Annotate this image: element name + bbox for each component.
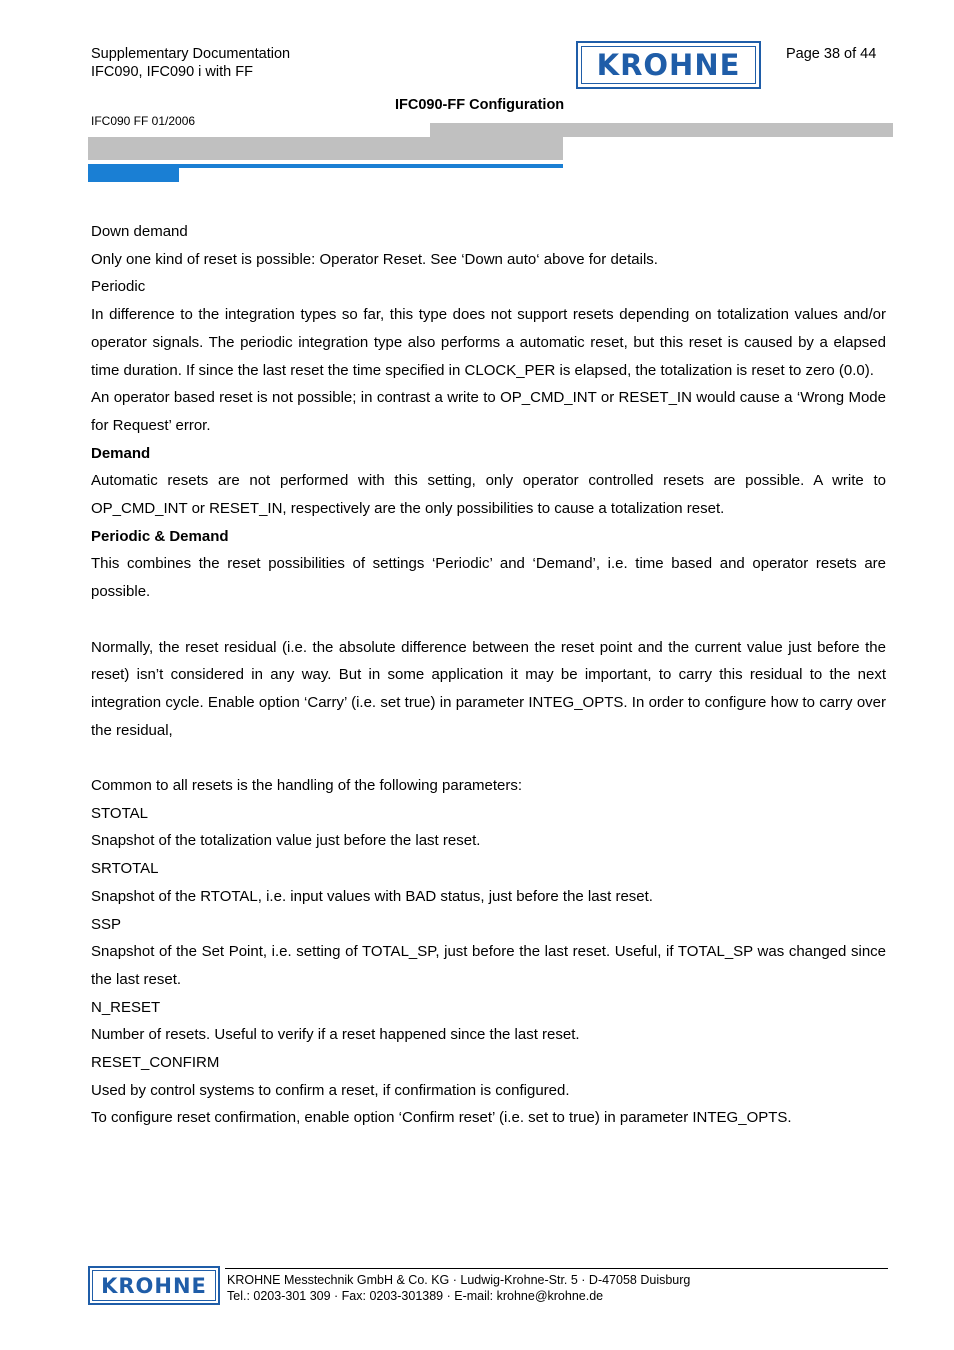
footer-address	[227, 1272, 690, 1304]
footer-rule	[225, 1268, 888, 1269]
param-reset-confirm: RESET_CONFIRM	[91, 1054, 220, 1072]
para-common-resets: Common to all resets is the handling of the following parameters:	[91, 777, 523, 795]
logo-text: KROHNE	[581, 46, 756, 84]
page-number: Page 38 of 44	[786, 46, 877, 62]
para-periodic-demand-heading: Periodic & Demand	[91, 527, 229, 545]
doc-title-line1: Supplementary Documentation	[91, 46, 291, 62]
para-configure-confirmation: To configure reset confirmation, enable option ‘Confirm reset’ (i.e. set to true) in parameter INTEG_OPTS.	[91, 1109, 792, 1127]
footer-krohne-logo	[88, 1266, 220, 1305]
header-gray-bar-left	[88, 137, 563, 160]
param-stotal-desc: Snapshot of the totalization value just before the last reset.	[91, 832, 481, 850]
footer-logo-text: KROHNE	[92, 1270, 216, 1301]
param-n-reset: N_RESET	[91, 998, 161, 1016]
document-title	[91, 45, 290, 81]
main-content	[91, 218, 886, 1132]
param-stotal: STOTAL	[91, 804, 148, 822]
param-srtotal: SRTOTAL	[91, 860, 159, 878]
para-periodic-text: In difference to the integration types so far, this type does not support resets depending on totalization values and/or operator signals. The periodic integration type also performs a automatic reset, but this reset is caused by a elapsed time duration. If since the last reset the time specified in CLOCK_PER is elapsed, the totalization is reset to zero (0.0).	[91, 306, 886, 379]
param-ssp: SSP	[91, 915, 122, 933]
footer-address-line1: KROHNE Messtechnik GmbH & Co. KG · Ludwig-Krohne-Str. 5 · D-47058 Duisburg	[227, 1273, 691, 1287]
spacer	[91, 744, 886, 772]
para-operator-reset-text: An operator based reset is not possible; in contrast a write to OP_CMD_INT or RESET_IN would cause a ‘Wrong Mode for Request’ error.	[91, 389, 886, 434]
param-srtotal-desc: Snapshot of the RTOTAL, i.e. input values with BAD status, just before the last reset.	[91, 887, 653, 905]
header-gray-bar-right	[430, 123, 893, 137]
footer-contact-line2: Tel.: 0203-301 309 · Fax: 0203-301389 · E-mail: krohne@krohne.de	[227, 1289, 604, 1303]
krohne-logo	[576, 41, 761, 89]
para-demand-heading: Demand	[91, 444, 151, 462]
doc-code: IFC090 FF 01/2006	[91, 114, 196, 128]
para-demand-text: Automatic resets are not performed with this setting, only operator controlled resets are possible. A write to OP_CMD_INT or RESET_IN, respectively are the only possibilities to cause a totalization reset.	[91, 472, 886, 518]
para-periodic-heading: Periodic	[91, 278, 146, 296]
section-title: IFC090-FF Configuration	[395, 97, 565, 113]
doc-title-line2: IFC090, IFC090 i with FF	[91, 64, 253, 80]
para-residual-text: Normally, the reset residual (i.e. the absolute difference between the reset point and the current value just before the reset) isn’t considered in any way. But in some application it may be important, to carry this residual to the next integration cycle. Enable option ‘Carry’ (i.e. set true) in parameter INTEG_OPTS. In order to configure how to carry over the residual,	[91, 638, 886, 739]
para-down-demand-heading: Down demand	[91, 223, 188, 240]
para-down-demand-text: Only one kind of reset is possible: Operator Reset. See ‘Down auto‘ above for details.	[91, 250, 658, 268]
param-n-reset-desc: Number of resets. Useful to verify if a reset happened since the last reset.	[91, 1026, 580, 1044]
param-ssp-desc: Snapshot of the Set Point, i.e. setting of TOTAL_SP, just before the last reset. Useful, if TOTAL_SP was changed since the last reset.	[91, 943, 886, 988]
header-blue-block	[88, 164, 179, 182]
param-reset-confirm-desc: Used by control systems to confirm a reset, if confirmation is configured.	[91, 1081, 570, 1099]
spacer	[91, 606, 886, 634]
para-periodic-demand-text: This combines the reset possibilities of settings ‘Periodic’ and ‘Demand’, i.e. time based and operator resets are possible.	[91, 555, 886, 601]
